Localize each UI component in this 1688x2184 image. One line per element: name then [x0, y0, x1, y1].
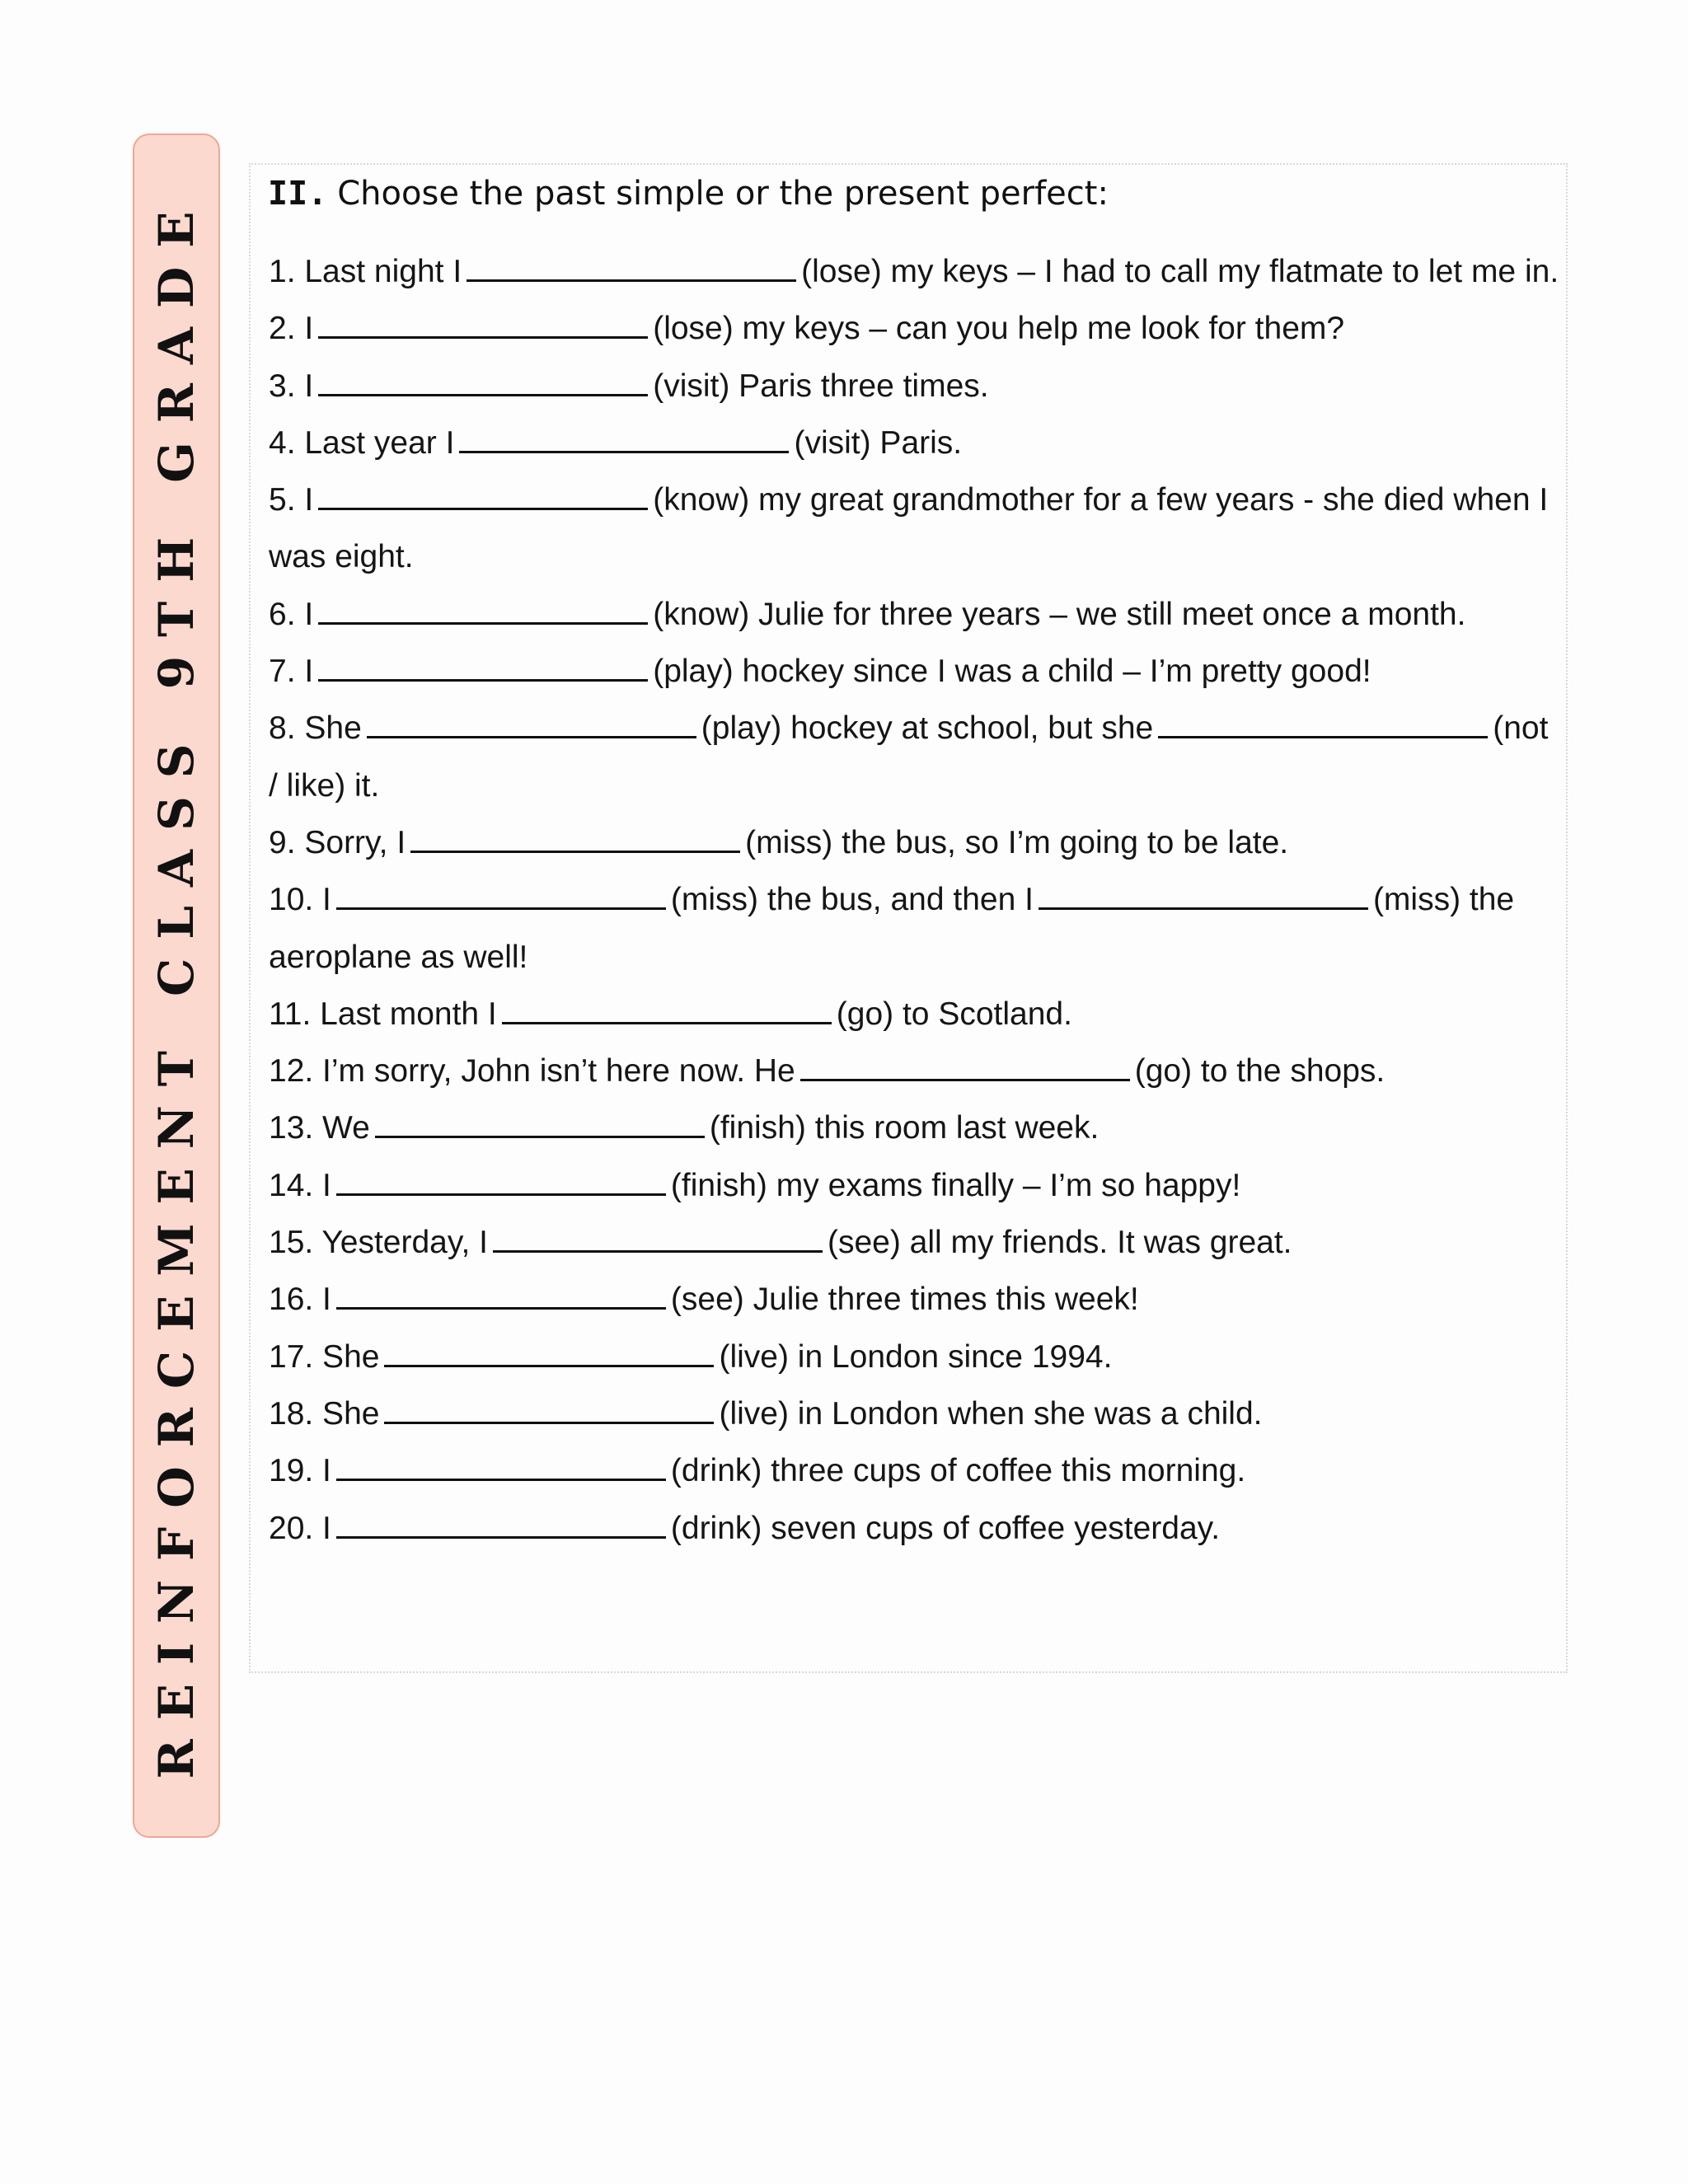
exercise-heading	[268, 175, 1109, 213]
item-prompt: 10. I	[269, 882, 331, 918]
item-prompt: 6. I	[269, 596, 314, 632]
item-prompt: 12. I’m sorry, John isn’t here now. He	[269, 1053, 795, 1090]
exercise-item	[269, 1271, 1563, 1328]
answer-blank[interactable]	[467, 253, 796, 282]
item-text: (visit) Paris.	[794, 424, 963, 461]
item-text: (go) to Scotland.	[836, 996, 1072, 1032]
answer-blank[interactable]	[336, 881, 666, 910]
exercise-item	[269, 643, 1563, 700]
item-text: (miss) the bus, so I’m going to be late.	[745, 824, 1289, 860]
exercise-item	[269, 1099, 1563, 1156]
exercise-item	[269, 300, 1563, 357]
item-text: (finish) my exams finally – I’m so happy!	[670, 1167, 1241, 1203]
answer-blank[interactable]	[493, 1224, 823, 1253]
answer-blank[interactable]	[410, 824, 740, 853]
exercise-item	[269, 243, 1563, 300]
item-prompt: 15. Yesterday, I	[269, 1225, 488, 1261]
item-text: (play) hockey at school, but she	[701, 710, 1154, 747]
answer-blank[interactable]	[318, 653, 648, 682]
answer-blank[interactable]	[318, 368, 648, 396]
item-prompt: 20. I	[269, 1510, 331, 1546]
item-prompt: 5. I	[269, 482, 314, 518]
exercise-item	[269, 1157, 1563, 1214]
exercise-item	[269, 1329, 1563, 1385]
exercise-list	[269, 243, 1563, 1557]
exercise-item	[269, 586, 1563, 643]
item-text: (know) Julie for three years – we still meet once a month.	[653, 596, 1466, 632]
exercise-item	[269, 358, 1563, 415]
answer-blank[interactable]	[336, 1281, 666, 1310]
item-text-end: (not / like) it.	[269, 710, 1549, 804]
item-prompt: 18. She	[269, 1395, 380, 1432]
exercise-instruction: Choose the past simple or the present perfect:	[337, 175, 1109, 213]
item-text: (drink) seven cups of coffee yesterday.	[670, 1510, 1221, 1546]
side-tab-label: REINFORCEMENT CLASS 9TH GRADE	[148, 192, 204, 1779]
item-prompt: 8. She	[269, 710, 362, 747]
side-tab	[133, 134, 220, 1838]
exercise-item	[269, 814, 1563, 871]
item-text: (lose) my keys – can you help me look for them?	[653, 311, 1345, 347]
answer-blank[interactable]	[384, 1338, 714, 1367]
exercise-item	[269, 415, 1563, 471]
exercise-item	[269, 471, 1563, 586]
exercise-item	[269, 1500, 1563, 1557]
answer-blank[interactable]	[375, 1109, 705, 1138]
exercise-item	[269, 700, 1563, 814]
answer-blank[interactable]	[1039, 881, 1368, 910]
item-prompt: 17. She	[269, 1338, 380, 1375]
item-prompt: 7. I	[269, 654, 314, 690]
answer-blank[interactable]	[318, 310, 648, 339]
answer-blank[interactable]	[336, 1167, 666, 1196]
exercise-item	[269, 986, 1563, 1043]
item-text: (drink) three cups of coffee this morning.	[670, 1453, 1246, 1489]
answer-blank[interactable]	[336, 1510, 666, 1539]
item-text: (finish) this room last week.	[709, 1110, 1100, 1146]
item-text: (live) in London when she was a child.	[719, 1395, 1263, 1432]
item-prompt: 14. I	[269, 1167, 331, 1203]
item-prompt: 1. Last night I	[269, 254, 462, 289]
item-text: (play) hockey since I was a child – I’m pretty good!	[653, 654, 1372, 690]
exercise-number: II.	[268, 175, 328, 213]
item-text: (lose) my keys – I had to call my flatmate to let me in.	[801, 254, 1559, 289]
answer-blank[interactable]	[1158, 710, 1488, 738]
answer-blank[interactable]	[800, 1052, 1130, 1081]
item-prompt: 13. We	[269, 1110, 370, 1146]
item-text: (see) Julie three times this week!	[670, 1282, 1139, 1318]
exercise-item	[269, 1442, 1563, 1499]
item-prompt: 4. Last year I	[269, 424, 455, 461]
item-prompt: 16. I	[269, 1282, 331, 1318]
answer-blank[interactable]	[502, 996, 832, 1024]
item-text: (live) in London since 1994.	[719, 1338, 1113, 1375]
item-text: (visit) Paris three times.	[653, 368, 989, 404]
answer-blank[interactable]	[384, 1395, 714, 1424]
item-text: (know) my great grandmother for a few years - she died when I was eight.	[269, 482, 1549, 575]
exercise-item	[269, 1214, 1563, 1271]
answer-blank[interactable]	[459, 424, 789, 453]
exercise-item	[269, 871, 1563, 986]
item-text: (see) all my friends. It was great.	[827, 1225, 1292, 1261]
answer-blank[interactable]	[367, 710, 696, 738]
exercise-item	[269, 1043, 1563, 1099]
item-prompt: 11. Last month I	[269, 996, 497, 1032]
item-text: (go) to the shops.	[1134, 1053, 1386, 1090]
answer-blank[interactable]	[318, 481, 648, 510]
item-prompt: 19. I	[269, 1453, 331, 1489]
answer-blank[interactable]	[336, 1452, 666, 1481]
item-prompt: 9. Sorry, I	[269, 824, 406, 860]
item-text-end: (miss) the aeroplane as well!	[269, 882, 1515, 975]
item-prompt: 3. I	[269, 368, 314, 404]
item-prompt: 2. I	[269, 311, 314, 347]
exercise-item	[269, 1385, 1563, 1442]
answer-blank[interactable]	[318, 596, 648, 625]
item-text: (miss) the bus, and then I	[670, 882, 1034, 918]
